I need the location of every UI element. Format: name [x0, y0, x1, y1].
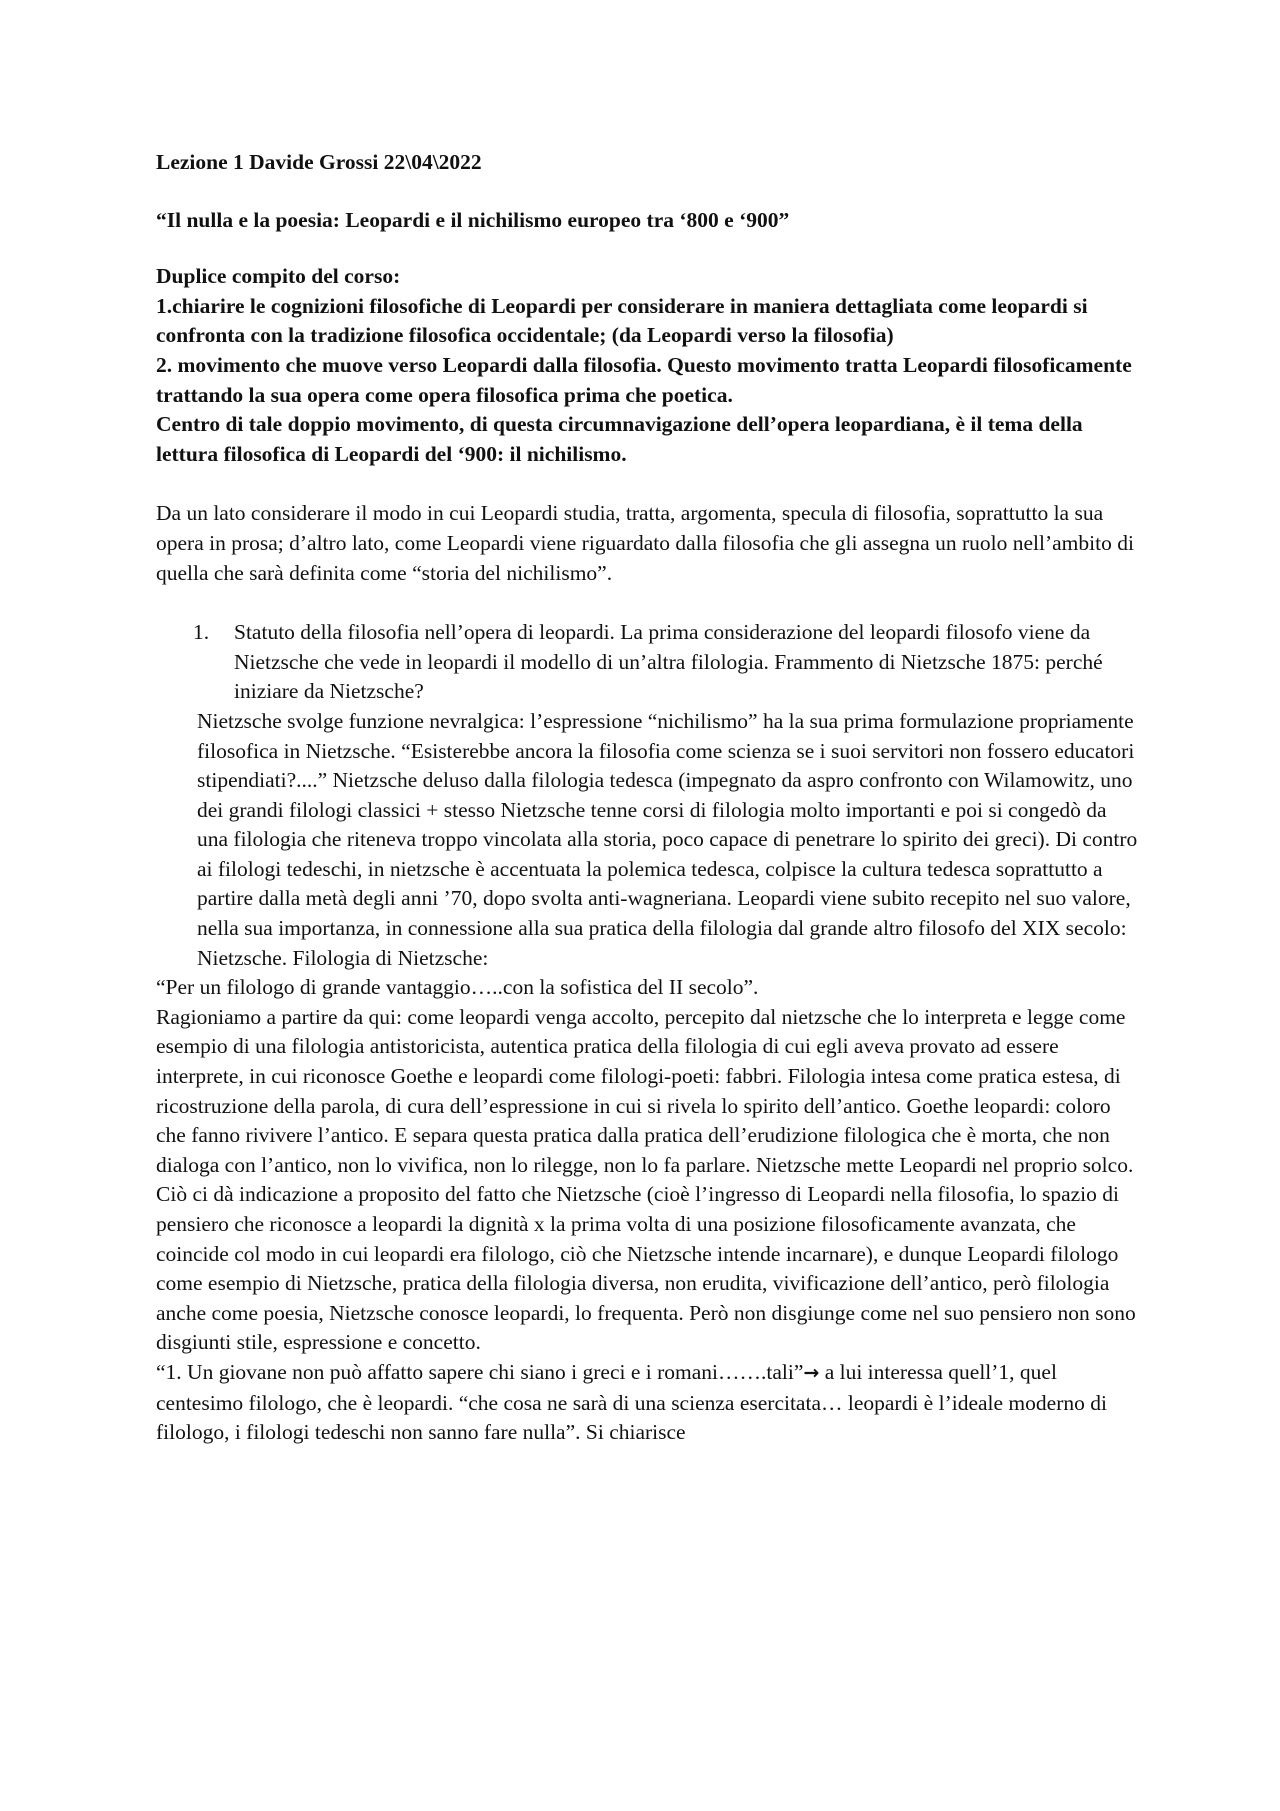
task-point-2: 2. movimento che muove verso Leopardi dalla filosofia. Questo movimento tratta Leopardi filosoficamente trattando la sua opera come opera filosofica prima che poetica.: [156, 352, 1132, 407]
lesson-title: Lezione 1 Davide Grossi 22\04\2022: [156, 150, 482, 174]
task-center: Centro di tale doppio movimento, di questa circumnavigazione dell’opera leopardiana, è il tema della lettura filosofica di Leopardi del ‘900: il nichilismo.: [156, 412, 1083, 466]
list-continuation: Nietzsche svolge funzione nevralgica: l’espressione “nichilismo” ha la sua prima formulazione propriamente filosofica in Nietzsche. “Esisterebbe ancora la filosofia come scienza se i suoi servitori non fossero educatori stipendiati?....” Nietzsche deluso dalla filologia tedesca (impegnato da aspro confronto con Wilamowitz, uno dei grandi filologi classici + stesso Nietzsche tenne corsi di filologia molto importanti e poi si congedò da una filologia che riteneva troppo vincolata alla storia, poco capace di penetrare lo spirito dei greci). Di contro ai filologi tedeschi, in nietzsche è accentuata la polemica tedesca, colpisce la cultura tedesca soprattutto a partire dalla metà degli anni ’70, dopo svolta anti-wagneriana. Leopardi viene subito recepito nel suo valore, nella sua importanza, in connessione alla sua pratica della filologia dal grande altro filosofo del XIX secolo: Nietzsche. Filologia di Nietzsche:: [197, 708, 1138, 970]
task-heading: Duplice compito del corso:: [156, 264, 401, 289]
body-paragraph: Ragioniamo a partire da qui: come leopardi venga accolto, percepito dal nietzsche che lo interpreta e legge come esempio di una filologia antistoricista, autentica pratica della filologia di cui egli aveva provato ad essere interprete, in cui riconosce Goethe e leopardi come filologi-poeti: fabbri. Filologia intesa come pratica estesa, di ricostruzione della parola, di cura dell’espressione in cui si rivela lo spirito dell’antico. Goethe leopardi: coloro che fanno rivivere l’antico. E separa questa pratica dalla pratica dell’erudizione filologica che è morta, che non dialoga con l’antico, non lo vivifica, non lo rilegge, non lo fa parlare. Nietzsche mette Leopardi nel proprio solco. Ciò ci dà indicazione a proposito del fatto che Nietzsche (cioè l’ingresso di Leopardi nella filosofia, lo spazio di pensiero che riconosce a leopardi la dignità x la prima volta di una posizione filosoficamente avanzata, che coincide col modo in cui leopardi era filologo, ciò che Nietzsche intende incarnare), e dunque Leopardi filologo come esempio di Nietzsche, pratica della filologia diversa, non erudita, vivificazione dell’antico, però filologia anche come poesia, Nietzsche conosce leopardi, lo frequenta. Però non disgiunge come nel suo pensiero non sono disgiunti stile, espressione e concetto.: [156, 1004, 1136, 1355]
course-subtitle: “Il nulla e la poesia: Leopardi e il nichilismo europeo tra ‘800 e ‘900”: [156, 207, 790, 232]
list-item: [156, 618, 1140, 707]
list-number: 1.: [193, 620, 210, 645]
arrow-icon: →: [803, 1361, 820, 1384]
document-page: [156, 148, 1140, 1448]
quote-2-before: “1. Un giovane non può affatto sapere chi siano i greci e i romani…….tali”: [156, 1359, 804, 1384]
quote-1: “Per un filologo di grande vantaggio…..con la sofistica del II secolo”.: [156, 975, 759, 1000]
quote-2: [156, 1358, 1140, 1448]
list-item-text: Statuto della filosofia nell’opera di leopardi. La prima considerazione del leopardi filosofo viene da Nietzsche che vede in leopardi il modello di un’altra filologia. Frammento di Nietzsche 1875: perché iniziare da Nietzsche?: [234, 620, 1103, 704]
task-point-1: 1.chiarire le cognizioni filosofiche di Leopardi per considerare in maniera dettagliata come leopardi si confronta con la tradizione filosofica occidentale; (da Leopardi verso la filosofia): [156, 293, 1088, 348]
quote-2-after: a lui interessa quell’1, quel centesimo filologo, che è leopardi. “che cosa ne sarà di una scienza esercitata… leopardi è l’ideale moderno di filologo, i filologi tedeschi non sanno fare nulla”. Si chiarisce: [156, 1359, 1107, 1445]
intro-paragraph: Da un lato considerare il modo in cui Leopardi studia, tratta, argomenta, specula di filosofia, soprattutto la sua opera in prosa; d’altro lato, come Leopardi viene riguardato dalla filosofia che gli assegna un ruolo nell’ambito di quella che sarà definita come “storia del nichilismo”.: [156, 501, 1134, 585]
